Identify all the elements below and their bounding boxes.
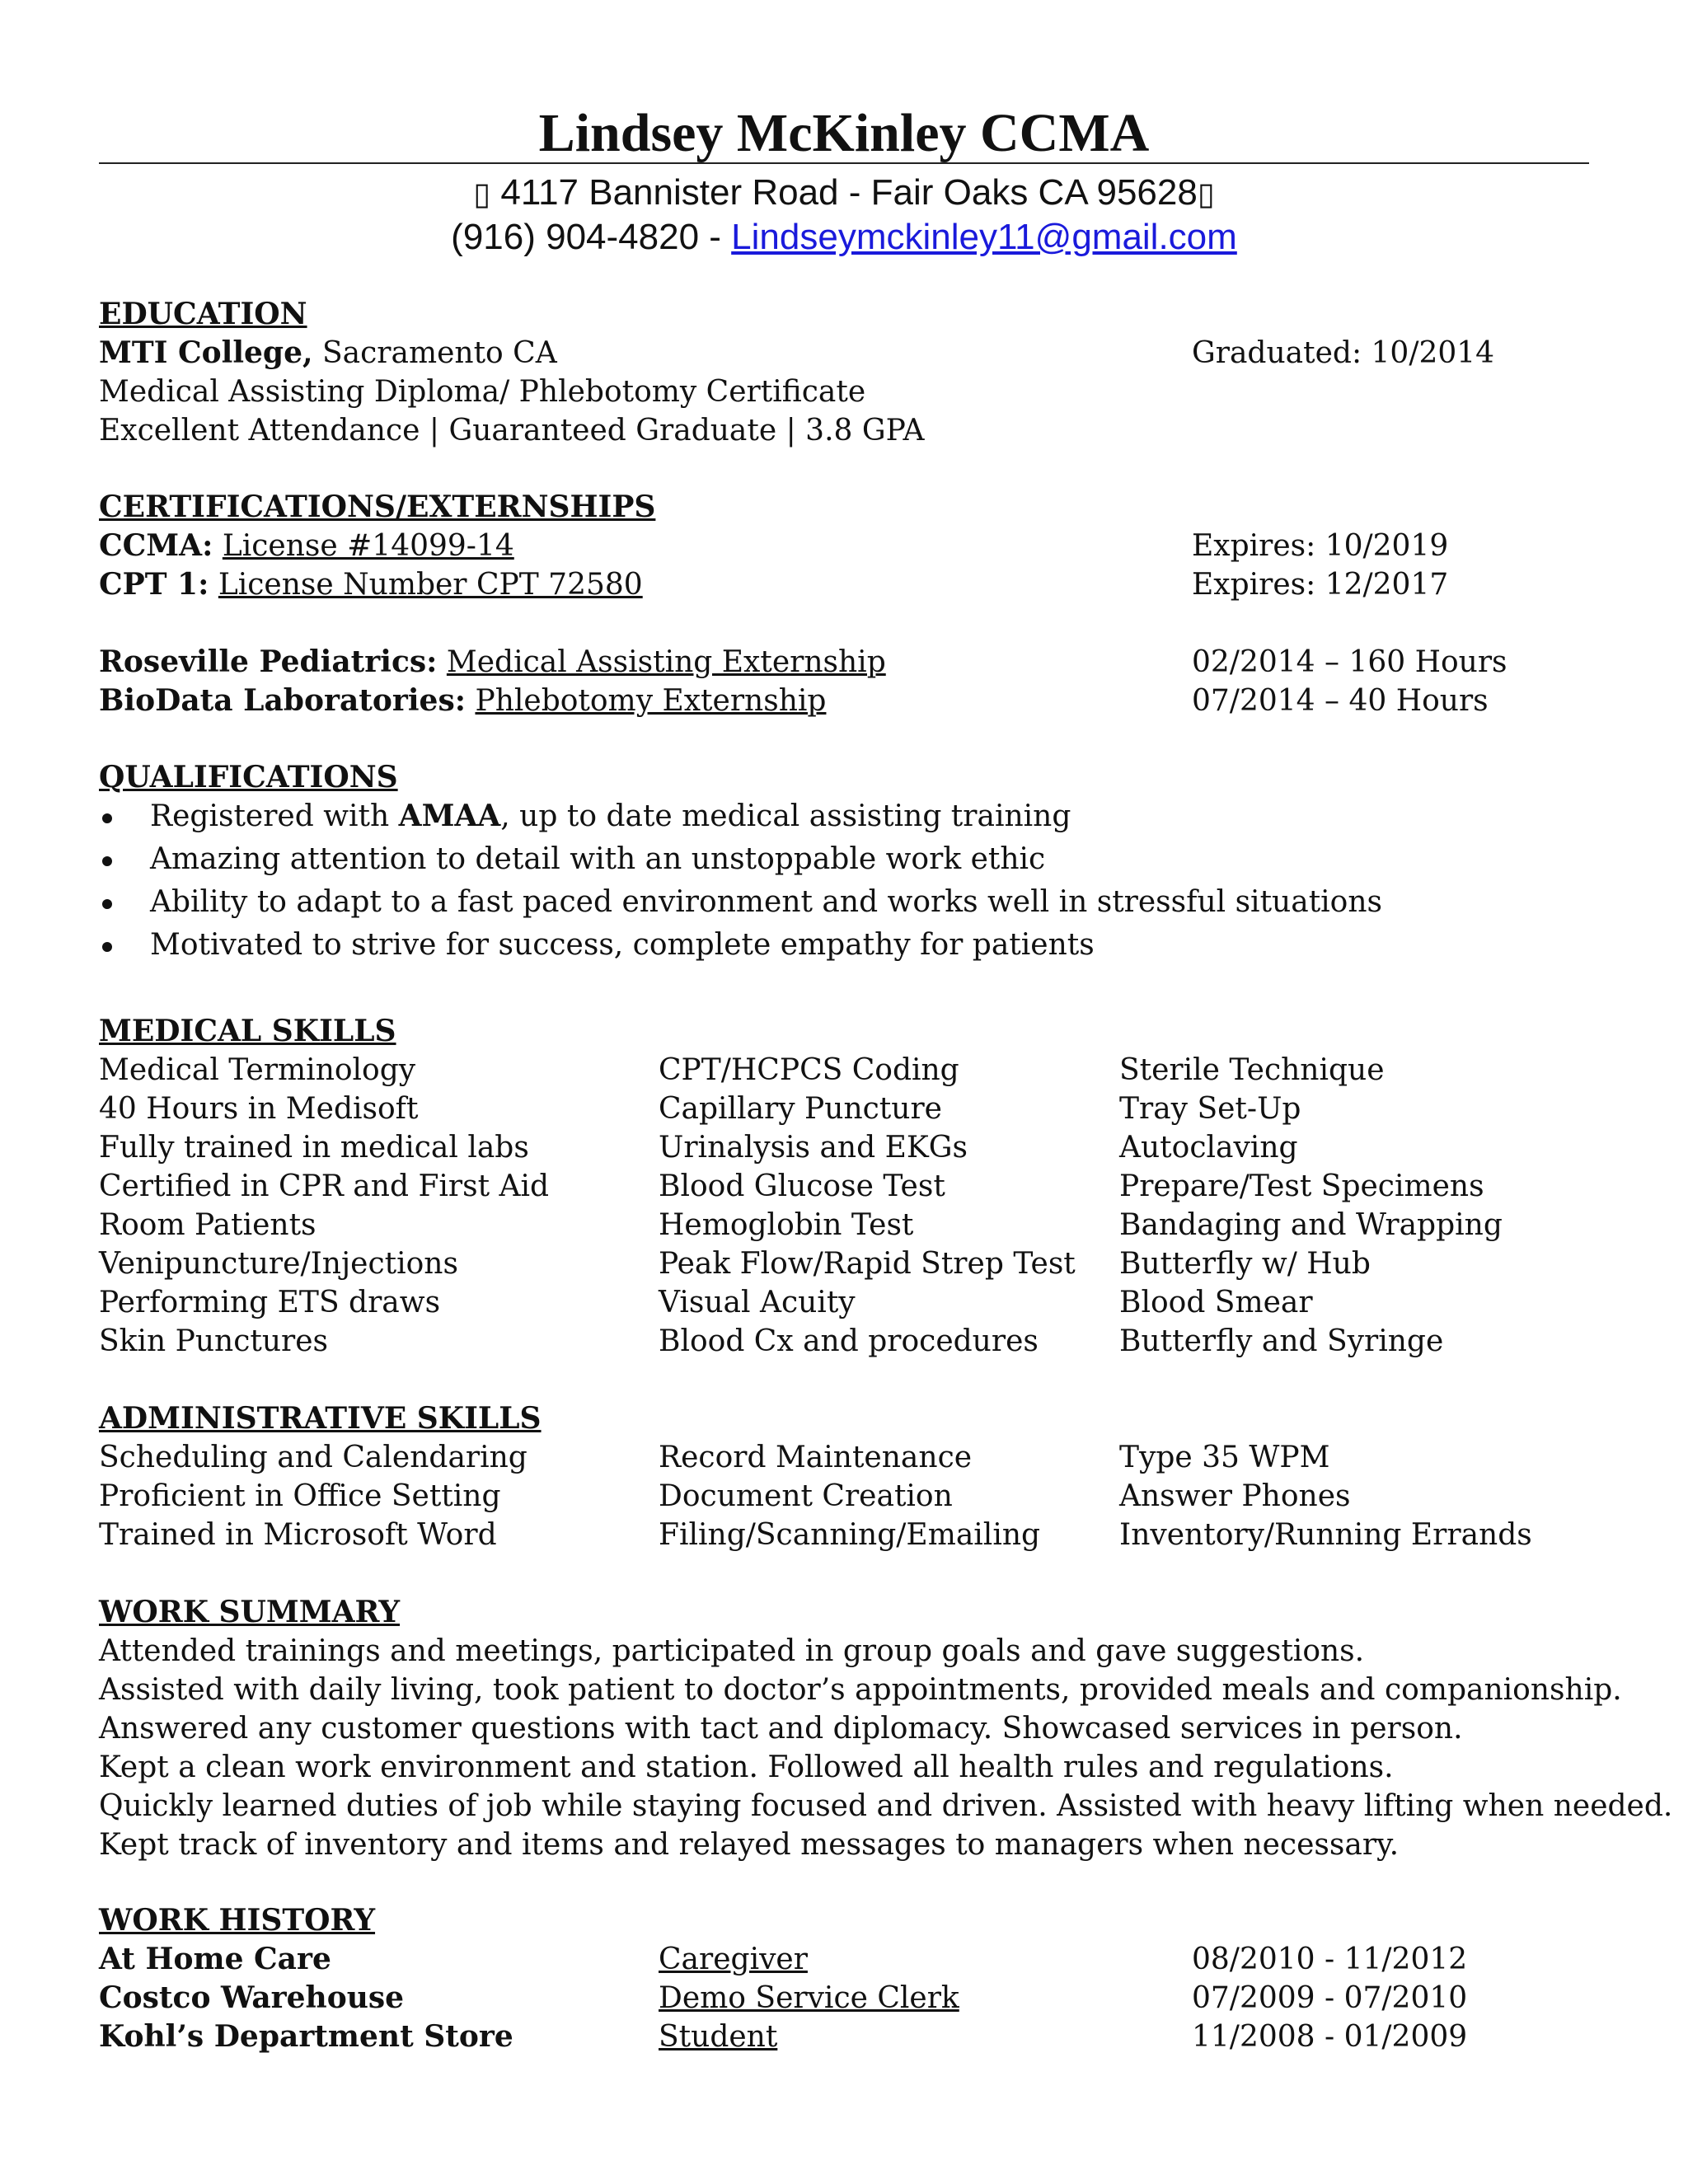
externship-row bbox=[99, 682, 1589, 720]
phone: (916) 904-4820 - bbox=[451, 217, 732, 257]
skill-item: Certified in CPR and First Aid bbox=[99, 1169, 550, 1203]
bullet-icon bbox=[102, 899, 112, 909]
honors: Excellent Attendance | Guaranteed Graduate | 3.8 GPA bbox=[99, 414, 925, 448]
skill-item: Performing ETS draws bbox=[99, 1286, 441, 1319]
skill-item: Fully trained in medical labs bbox=[99, 1131, 529, 1165]
skill-item: Autoclaving bbox=[1119, 1131, 1298, 1165]
externship-hours: 02/2014 – 160 Hours bbox=[1192, 645, 1507, 679]
bullet-icon bbox=[102, 856, 112, 866]
skills-row bbox=[99, 1477, 1589, 1516]
cert-expiry: Expires: 12/2017 bbox=[1192, 568, 1449, 602]
item-text: Ability to adapt to a fast paced environment and works well in stressful situations bbox=[150, 885, 1383, 919]
skills-row bbox=[99, 1283, 1589, 1322]
skill-item: CPT/HCPCS Coding bbox=[659, 1053, 959, 1087]
employer: Costco Warehouse bbox=[99, 1980, 405, 2015]
history-row bbox=[99, 1979, 1589, 2018]
list-item bbox=[99, 883, 1589, 926]
skill-item: Blood Cx and procedures bbox=[659, 1324, 1039, 1358]
missing-glyph-icon: ▯ bbox=[1197, 177, 1215, 212]
skills-row bbox=[99, 1090, 1589, 1128]
summary-line bbox=[99, 1748, 1589, 1787]
address: 4117 Bannister Road - Fair Oaks CA 95628 bbox=[500, 172, 1198, 213]
skill-item: Inventory/Running Errands bbox=[1119, 1518, 1532, 1552]
cert-label: CPT 1: bbox=[99, 567, 209, 602]
skill-item: Skin Punctures bbox=[99, 1324, 329, 1358]
skill-item: Sterile Technique bbox=[1119, 1053, 1385, 1087]
history-row bbox=[99, 1940, 1589, 1979]
skill-item: Document Creation bbox=[659, 1479, 953, 1513]
externship-title: Phlebotomy Externship bbox=[475, 684, 827, 718]
summary-line bbox=[99, 1825, 1589, 1864]
skills-row bbox=[99, 1438, 1589, 1477]
qualifications-section bbox=[99, 758, 1589, 968]
cert-label: CCMA: bbox=[99, 528, 213, 563]
cert-expiry: Expires: 10/2019 bbox=[1192, 529, 1449, 563]
summary-text: Kept a clean work environment and station. Followed all health rules and regulations. bbox=[99, 1750, 1394, 1784]
list-item bbox=[99, 797, 1589, 840]
employment-dates: 08/2010 - 11/2012 bbox=[1192, 1943, 1468, 1976]
employer: At Home Care bbox=[99, 1942, 331, 1976]
job-title: Caregiver bbox=[659, 1943, 808, 1976]
externship-hours: 07/2014 – 40 Hours bbox=[1192, 684, 1489, 718]
skill-item: Proficient in Office Setting bbox=[99, 1479, 501, 1513]
skills-row bbox=[99, 1206, 1589, 1244]
list-item bbox=[99, 926, 1589, 968]
section-heading: MEDICAL SKILLS bbox=[99, 1014, 396, 1048]
skill-item: Butterfly and Syringe bbox=[1119, 1324, 1444, 1358]
skill-item: Visual Acuity bbox=[659, 1286, 856, 1319]
list-item bbox=[99, 840, 1589, 883]
skill-item: Tray Set-Up bbox=[1119, 1092, 1301, 1126]
skills-row bbox=[99, 1322, 1589, 1361]
skills-row bbox=[99, 1051, 1589, 1090]
skill-item: Blood Glucose Test bbox=[659, 1169, 945, 1203]
skill-item: Hemoglobin Test bbox=[659, 1208, 914, 1242]
skill-item: Answer Phones bbox=[1119, 1479, 1351, 1513]
item-text: Amazing attention to detail with an unstoppable work ethic bbox=[150, 842, 1046, 876]
skill-item: Trained in Microsoft Word bbox=[99, 1518, 497, 1552]
summary-line bbox=[99, 1787, 1673, 1825]
summary-line bbox=[99, 1709, 1589, 1748]
candidate-name: Lindsey McKinley CCMA bbox=[538, 103, 1150, 163]
skills-row bbox=[99, 1244, 1589, 1283]
phone-email-line bbox=[99, 214, 1589, 260]
externship-site: Roseville Pediatrics: bbox=[99, 644, 438, 679]
section-heading: ADMINISTRATIVE SKILLS bbox=[99, 1401, 542, 1436]
skill-item: Record Maintenance bbox=[659, 1441, 973, 1474]
summary-text: Assisted with daily living, took patient to doctor’s appointments, provided meals and companionship. bbox=[99, 1673, 1622, 1707]
externship-site: BioData Laboratories: bbox=[99, 683, 467, 718]
item-text: , up to date medical assisting training bbox=[500, 799, 1071, 833]
skill-item: Medical Terminology bbox=[99, 1053, 416, 1087]
graduation-date: Graduated: 10/2014 bbox=[1192, 336, 1495, 370]
skill-item: Butterfly w/ Hub bbox=[1119, 1247, 1371, 1281]
item-text: Registered with bbox=[150, 799, 399, 833]
bullet-icon bbox=[102, 813, 112, 823]
skill-item: Capillary Puncture bbox=[659, 1092, 942, 1126]
cert-row bbox=[99, 565, 1589, 604]
skill-item: Blood Smear bbox=[1119, 1286, 1313, 1319]
skill-item: Bandaging and Wrapping bbox=[1119, 1208, 1503, 1242]
summary-line bbox=[99, 1632, 1589, 1671]
cert-row bbox=[99, 527, 1589, 565]
item-text: Motivated to strive for success, complete empathy for patients bbox=[150, 928, 1095, 962]
header-divider bbox=[99, 162, 1589, 164]
skills-row bbox=[99, 1516, 1589, 1554]
skill-item: Prepare/Test Specimens bbox=[1119, 1169, 1484, 1203]
item-bold: AMAA bbox=[398, 799, 501, 833]
email-link[interactable]: Lindseymckinley11@gmail.com bbox=[731, 217, 1237, 257]
section-heading: EDUCATION bbox=[99, 297, 307, 331]
section-heading: CERTIFICATIONS/EXTERNSHIPS bbox=[99, 490, 656, 524]
skill-item: Scheduling and Calendaring bbox=[99, 1441, 528, 1474]
section-heading: WORK HISTORY bbox=[99, 1903, 376, 1938]
history-row bbox=[99, 2018, 1589, 2056]
skill-item: Peak Flow/Rapid Strep Test bbox=[659, 1247, 1076, 1281]
summary-text: Kept track of inventory and items and relayed messages to managers when necessary. bbox=[99, 1828, 1400, 1862]
medical-skills-section bbox=[99, 1012, 1589, 1361]
summary-text: Answered any customer questions with tact and diplomacy. Showcased services in person. bbox=[99, 1712, 1463, 1746]
school-location: Sacramento CA bbox=[312, 336, 557, 370]
externship-row bbox=[99, 643, 1589, 682]
cert-value: License #14099-14 bbox=[222, 529, 514, 563]
skills-row bbox=[99, 1167, 1589, 1206]
job-title: Demo Service Clerk bbox=[659, 1981, 959, 2015]
certifications-section bbox=[99, 488, 1589, 720]
summary-line bbox=[99, 1671, 1622, 1709]
admin-skills-section bbox=[99, 1399, 1589, 1554]
cert-value: License Number CPT 72580 bbox=[218, 568, 643, 602]
work-summary-section bbox=[99, 1593, 1673, 1864]
work-history-section bbox=[99, 1901, 1589, 2056]
education-section bbox=[99, 295, 1589, 450]
employer: Kohl’s Department Store bbox=[99, 2019, 513, 2054]
summary-text: Attended trainings and meetings, participated in group goals and gave suggestions. bbox=[99, 1634, 1365, 1668]
employment-dates: 11/2008 - 01/2009 bbox=[1192, 2020, 1468, 2054]
externship-title: Medical Assisting Externship bbox=[446, 645, 886, 679]
skill-item: Type 35 WPM bbox=[1119, 1441, 1330, 1474]
section-heading: WORK SUMMARY bbox=[99, 1595, 401, 1629]
job-title: Student bbox=[659, 2020, 778, 2054]
skill-item: Room Patients bbox=[99, 1208, 316, 1242]
skill-item: Venipuncture/Injections bbox=[99, 1247, 458, 1281]
bullet-icon bbox=[102, 942, 112, 952]
summary-text: Quickly learned duties of job while staying focused and driven. Assisted with heavy lifting when needed. bbox=[99, 1789, 1673, 1823]
section-heading: QUALIFICATIONS bbox=[99, 760, 398, 794]
missing-glyph-icon: ▯ bbox=[473, 177, 491, 212]
skills-row bbox=[99, 1128, 1589, 1167]
employment-dates: 07/2009 - 07/2010 bbox=[1192, 1981, 1468, 2015]
skill-item: 40 Hours in Medisoft bbox=[99, 1092, 419, 1126]
skill-item: Filing/Scanning/Emailing bbox=[659, 1518, 1041, 1552]
skill-item: Urinalysis and EKGs bbox=[659, 1131, 968, 1165]
school-name: MTI College, bbox=[99, 335, 313, 370]
program: Medical Assisting Diploma/ Phlebotomy Certificate bbox=[99, 375, 866, 409]
address-line bbox=[99, 170, 1589, 218]
